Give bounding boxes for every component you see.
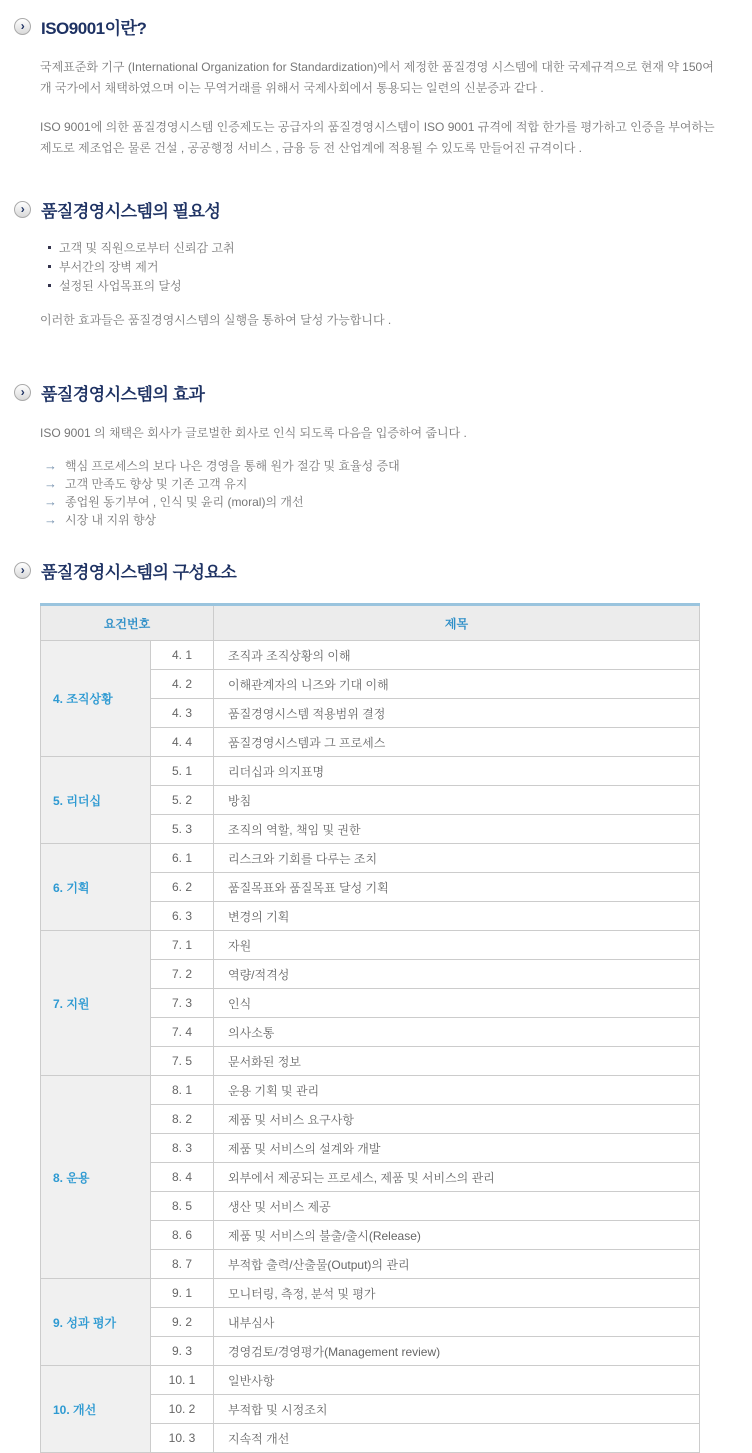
chevron-circle-icon: [14, 384, 31, 401]
chevron-circle-icon: [14, 18, 31, 35]
requirement-title-cell: 제품 및 서비스의 설계와 개발: [214, 1134, 700, 1163]
requirement-title-cell: 내부심사: [214, 1308, 700, 1337]
effect-item-text: 종업원 동기부여 , 인식 및 윤리 (moral)의 개선: [65, 494, 304, 509]
requirement-no-cell: 9. 2: [151, 1308, 214, 1337]
right-arrow-icon: →: [44, 457, 57, 473]
about-paragraph-2: ISO 9001에 의한 품질경영시스템 인증제도는 공급자의 품질경영시스템이 ISO 9001 규격에 적합 한가를 평가하고 인증을 부여하는 제도로 제조업은 물론 건설 , 공공행정 서비스 , 금융 등 전 산업계에 적용될 수 있도록 만들어진 규격이다 .: [40, 120, 715, 155]
requirement-no-cell: 8. 7: [151, 1250, 214, 1279]
header-title: 제목: [214, 605, 700, 641]
requirement-title-cell: 품질경영시스템과 그 프로세스: [214, 728, 700, 757]
necessity-item: [48, 257, 752, 276]
section-effects: [0, 380, 752, 528]
requirement-title-cell: 경영검토/경영평가(Management review): [214, 1337, 700, 1366]
requirement-no-cell: 10. 3: [151, 1424, 214, 1453]
requirement-no-cell: 8. 4: [151, 1163, 214, 1192]
effect-item-text: 핵심 프로세스의 보다 나은 경영을 통해 원가 절감 및 효율성 증대: [65, 458, 400, 473]
requirement-no-cell: 7. 1: [151, 931, 214, 960]
about-paragraph-1: 국제표준화 기구 (International Organization for Standardization)에서 제정한 품질경영 시스템에 대한 국제규격으로 현재 약 150여 개 국가에서 채택하였으며 이는 무역거래를 위해서 국제사회에서 통용되는 일련의 신분증과 같다 .: [40, 60, 714, 95]
necessity-list: [48, 238, 752, 295]
square-bullet-icon: [48, 284, 51, 287]
section-necessity-heading: [14, 197, 752, 222]
group-label-cell: 5. 리더십: [41, 757, 151, 844]
section-title-text: ISO9001이란?: [41, 19, 147, 38]
section-title-text: 품질경영시스템의 효과: [41, 385, 205, 404]
chevron-circle-icon: [14, 201, 31, 218]
requirement-title-cell: 부적합 및 시정조치: [214, 1395, 700, 1424]
section-necessity: [0, 197, 752, 328]
section-components: [0, 558, 752, 1453]
requirement-title-cell: 부적합 출력/산출물(Output)의 관리: [214, 1250, 700, 1279]
group-label-cell: 10. 개선: [41, 1366, 151, 1453]
chevron-glyph: ›: [20, 562, 25, 577]
requirement-no-cell: 8. 6: [151, 1221, 214, 1250]
effect-item: [44, 492, 752, 510]
requirement-no-cell: 4. 1: [151, 641, 214, 670]
section-effects-heading: [14, 380, 752, 405]
effect-item: [44, 510, 752, 528]
group-label-cell: 4. 조직상황: [41, 641, 151, 757]
necessity-note: 이러한 효과들은 품질경영시스템의 실행을 통하여 달성 가능합니다 .: [40, 313, 392, 327]
table-row: [41, 844, 700, 873]
table-row: [41, 641, 700, 670]
requirement-title-cell: 품질경영시스템 적용범위 결정: [214, 699, 700, 728]
components-table: [40, 603, 700, 1453]
requirement-title-cell: 문서화된 정보: [214, 1047, 700, 1076]
components-table-body: [41, 641, 700, 1453]
requirement-no-cell: 6. 3: [151, 902, 214, 931]
group-label-cell: 6. 기획: [41, 844, 151, 931]
section-about-heading: [14, 14, 752, 39]
requirement-title-cell: 리더십과 의지표명: [214, 757, 700, 786]
requirement-no-cell: 4. 3: [151, 699, 214, 728]
chevron-glyph: ›: [20, 384, 25, 399]
requirement-no-cell: 7. 5: [151, 1047, 214, 1076]
requirement-no-cell: 4. 2: [151, 670, 214, 699]
necessity-item-text: 고객 및 직원으로부터 신뢰감 고취: [59, 241, 235, 255]
requirement-title-cell: 조직과 조직상황의 이해: [214, 641, 700, 670]
group-label-cell: 8. 운용: [41, 1076, 151, 1279]
table-header-row: [41, 605, 700, 641]
square-bullet-icon: [48, 265, 51, 268]
requirement-title-cell: 변경의 기획: [214, 902, 700, 931]
requirement-title-cell: 역량/적격성: [214, 960, 700, 989]
requirement-title-cell: 품질목표와 품질목표 달성 기획: [214, 873, 700, 902]
effects-list: [44, 456, 752, 528]
necessity-item-text: 부서간의 장벽 제거: [59, 260, 159, 274]
effect-item: [44, 474, 752, 492]
requirement-title-cell: 의사소통: [214, 1018, 700, 1047]
requirement-no-cell: 9. 3: [151, 1337, 214, 1366]
group-label-cell: 7. 지원: [41, 931, 151, 1076]
section-title-text: 품질경영시스템의 필요성: [41, 202, 221, 221]
table-row: [41, 931, 700, 960]
requirement-no-cell: 5. 3: [151, 815, 214, 844]
requirement-title-cell: 리스크와 기회를 다루는 조치: [214, 844, 700, 873]
requirement-title-cell: 방침: [214, 786, 700, 815]
requirement-title-cell: 인식: [214, 989, 700, 1018]
header-requirement-no: 요건번호: [41, 605, 214, 641]
requirement-title-cell: 지속적 개선: [214, 1424, 700, 1453]
effects-intro: ISO 9001 의 채택은 회사가 글로벌한 회사로 인식 되도록 다음을 입증하여 줍니다 .: [40, 426, 467, 440]
requirement-no-cell: 7. 4: [151, 1018, 214, 1047]
requirement-title-cell: 모니터링, 측정, 분석 및 평가: [214, 1279, 700, 1308]
effect-item-text: 시장 내 지위 향상: [65, 512, 157, 527]
requirement-title-cell: 이해관계자의 니즈와 기대 이해: [214, 670, 700, 699]
requirement-no-cell: 6. 1: [151, 844, 214, 873]
requirement-title-cell: 일반사항: [214, 1366, 700, 1395]
section-components-heading: [14, 558, 752, 583]
requirement-title-cell: 제품 및 서비스의 불출/출시(Release): [214, 1221, 700, 1250]
requirement-title-cell: 생산 및 서비스 제공: [214, 1192, 700, 1221]
table-row: [41, 1076, 700, 1105]
requirement-no-cell: 10. 2: [151, 1395, 214, 1424]
requirement-no-cell: 6. 2: [151, 873, 214, 902]
necessity-item: [48, 276, 752, 295]
section-title-text: 품질경영시스템의 구성요소: [41, 563, 237, 582]
square-bullet-icon: [48, 246, 51, 249]
section-about: [0, 14, 752, 159]
requirement-title-cell: 제품 및 서비스 요구사항: [214, 1105, 700, 1134]
requirement-no-cell: 8. 2: [151, 1105, 214, 1134]
necessity-item-text: 설정된 사업목표의 달성: [59, 279, 182, 293]
requirement-no-cell: 8. 5: [151, 1192, 214, 1221]
requirement-no-cell: 8. 1: [151, 1076, 214, 1105]
requirement-no-cell: 9. 1: [151, 1279, 214, 1308]
requirement-no-cell: 5. 1: [151, 757, 214, 786]
requirement-no-cell: 4. 4: [151, 728, 214, 757]
table-row: [41, 1366, 700, 1395]
necessity-item: [48, 238, 752, 257]
group-label-cell: 9. 성과 평가: [41, 1279, 151, 1366]
requirement-no-cell: 8. 3: [151, 1134, 214, 1163]
table-row: [41, 757, 700, 786]
right-arrow-icon: →: [44, 493, 57, 509]
requirement-title-cell: 자원: [214, 931, 700, 960]
effect-item: [44, 456, 752, 474]
table-row: [41, 1279, 700, 1308]
requirement-no-cell: 7. 2: [151, 960, 214, 989]
requirement-title-cell: 조직의 역할, 책임 및 권한: [214, 815, 700, 844]
right-arrow-icon: →: [44, 511, 57, 527]
chevron-circle-icon: [14, 562, 31, 579]
requirement-no-cell: 7. 3: [151, 989, 214, 1018]
requirement-no-cell: 5. 2: [151, 786, 214, 815]
chevron-glyph: ›: [20, 201, 25, 216]
effect-item-text: 고객 만족도 향상 및 기존 고객 유지: [65, 476, 248, 491]
chevron-glyph: ›: [20, 18, 25, 33]
requirement-no-cell: 10. 1: [151, 1366, 214, 1395]
requirement-title-cell: 운용 기획 및 관리: [214, 1076, 700, 1105]
right-arrow-icon: →: [44, 475, 57, 491]
requirement-title-cell: 외부에서 제공되는 프로세스, 제품 및 서비스의 관리: [214, 1163, 700, 1192]
